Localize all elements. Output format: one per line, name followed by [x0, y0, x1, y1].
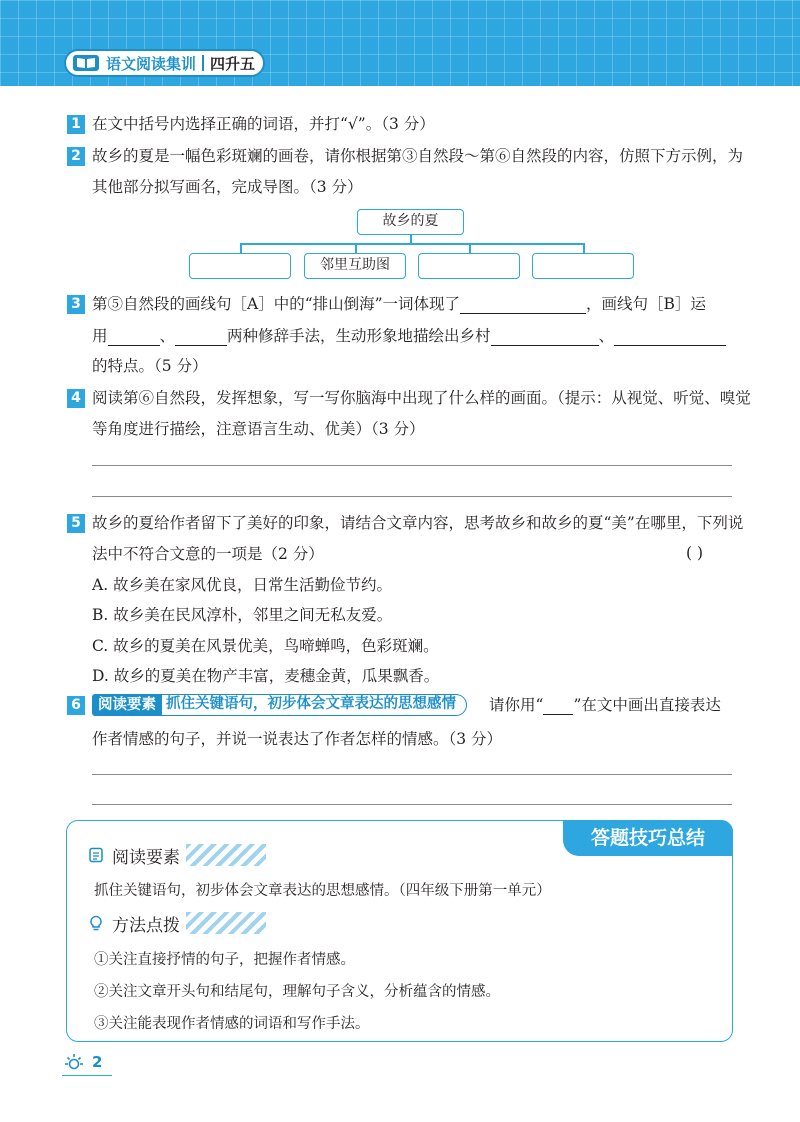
answer-blank[interactable]	[175, 330, 227, 346]
question-3-line-1	[92, 294, 706, 314]
reading-element-text: 抓住关键语句，初步体会文章表达的思想感情。（四年级下册第一单元）	[94, 883, 551, 899]
sun-icon	[62, 1052, 86, 1072]
tag-label: 阅读要素	[92, 694, 162, 716]
question-5-line-2: 法中不符合文意的一项是（2 分）	[92, 545, 324, 563]
title-divider	[202, 55, 204, 71]
question-3-text: 用	[92, 327, 108, 345]
grade-label: 四升五	[210, 54, 256, 73]
series-title: 语文阅读集训	[106, 54, 197, 73]
tag-text: 抓住关键语句，初步体会文章表达的思想感情	[162, 694, 467, 716]
question-4-line-2: 等角度进行描绘，注意语言生动、优美）（3 分）	[92, 420, 425, 438]
question-number-4: 4	[67, 389, 85, 408]
question-3-text: 两种修辞手法，生动形象地描绘出乡村	[227, 327, 491, 345]
question-3-text: 、	[598, 327, 615, 345]
question-6-text: 请你用“	[489, 696, 544, 714]
mind-map-connector	[583, 243, 585, 253]
question-3-line-3: 的特点。（5 分）	[92, 357, 208, 375]
answer-line[interactable]	[92, 496, 732, 497]
method-item-2: ②关注文章开头句和结尾句，理解句子含义，分析蕴含的情感。	[94, 984, 500, 1000]
page-number-rule	[62, 1075, 112, 1076]
decorative-stripes	[186, 912, 266, 934]
option-c: C. 故乡的夏美在风景优美，鸟啼蝉鸣，色彩斑斓。	[92, 637, 439, 655]
reading-element-tag	[92, 694, 467, 716]
page-number-text: 2	[92, 1053, 103, 1071]
question-3-text: 第⑤自然段的画线句［A］中的“排山倒海”一词体现了	[92, 295, 461, 313]
document-icon	[88, 847, 104, 863]
question-3-line-2	[92, 326, 726, 346]
method-title: 方法点拨	[112, 915, 180, 936]
mind-map-child-1[interactable]	[189, 253, 291, 279]
question-3-text: 、	[159, 327, 176, 345]
mind-map-connector	[240, 243, 584, 245]
book-icon	[72, 54, 100, 72]
question-2-line-1: 故乡的夏是一幅色彩斑斓的画卷，请你根据第③自然段～第⑥自然段的内容，仿照下方示例，为	[92, 147, 744, 165]
option-a: A. 故乡美在家风优良，日常生活勤俭节约。	[92, 576, 393, 594]
question-2-line-2: 其他部分拟写画名，完成导图。（3 分）	[92, 178, 363, 196]
answer-blank[interactable]	[614, 330, 726, 346]
question-number-2: 2	[67, 147, 85, 166]
mind-map-connector	[469, 243, 471, 253]
method-item-3: ③关注能表现作者情感的词语和写作手法。	[94, 1016, 370, 1032]
decorative-stripes	[186, 844, 266, 866]
mind-map-root: 故乡的夏	[357, 209, 464, 235]
answer-parenthesis[interactable]: ( )	[686, 544, 704, 562]
answer-blank[interactable]	[108, 330, 160, 346]
question-number-3: 3	[67, 295, 85, 314]
answer-line[interactable]	[92, 774, 732, 775]
mind-map-child-3[interactable]	[418, 253, 520, 279]
answer-line[interactable]	[92, 804, 732, 805]
question-5-line-1: 故乡的夏给作者留下了美好的印象，请结合文章内容，思考故乡和故乡的夏“美”在哪里，下列说	[92, 514, 744, 532]
summary-tab: 答题技巧总结	[563, 820, 733, 856]
question-3-text: ，画线句［B］运	[586, 295, 706, 313]
underline-sample	[543, 699, 573, 715]
option-b: B. 故乡美在民风淳朴，邻里之间无私友爱。	[92, 606, 393, 624]
mind-map-child-4[interactable]	[532, 253, 634, 279]
answer-blank[interactable]	[491, 330, 599, 346]
question-1-text: 在文中括号内选择正确的词语，并打“√”。（3 分）	[92, 115, 435, 133]
page-number	[62, 1052, 102, 1072]
mind-map-child-2: 邻里互助图	[304, 253, 406, 279]
question-number-6: 6	[67, 696, 85, 715]
reading-element-title: 阅读要素	[112, 847, 180, 868]
answer-blank[interactable]	[460, 298, 586, 314]
answer-line[interactable]	[92, 465, 732, 466]
method-heading	[88, 911, 266, 935]
page-header	[0, 0, 800, 86]
question-6-line-2: 作者情感的句子，并说一说表达了作者怎样的情感。（3 分）	[92, 730, 503, 748]
question-4-line-1: 阅读第⑥自然段，发挥想象，写一写你脑海中出现了什么样的画面。（提示：从视觉、听觉、嗅觉	[92, 389, 751, 407]
reading-element-heading	[88, 843, 266, 867]
question-number-1: 1	[67, 115, 85, 134]
question-number-5: 5	[67, 514, 85, 533]
mind-map-connector	[240, 243, 242, 253]
mind-map-connector	[355, 243, 357, 253]
method-item-1: ①关注直接抒情的句子，把握作者情感。	[94, 952, 355, 968]
series-tag	[64, 49, 265, 77]
lightbulb-icon	[88, 915, 104, 931]
option-d: D. 故乡的夏美在物产丰富，麦穗金黄，瓜果飘香。	[92, 667, 440, 685]
question-6-text: ”在文中画出直接表达	[573, 696, 721, 714]
question-6-line-1	[489, 695, 721, 715]
